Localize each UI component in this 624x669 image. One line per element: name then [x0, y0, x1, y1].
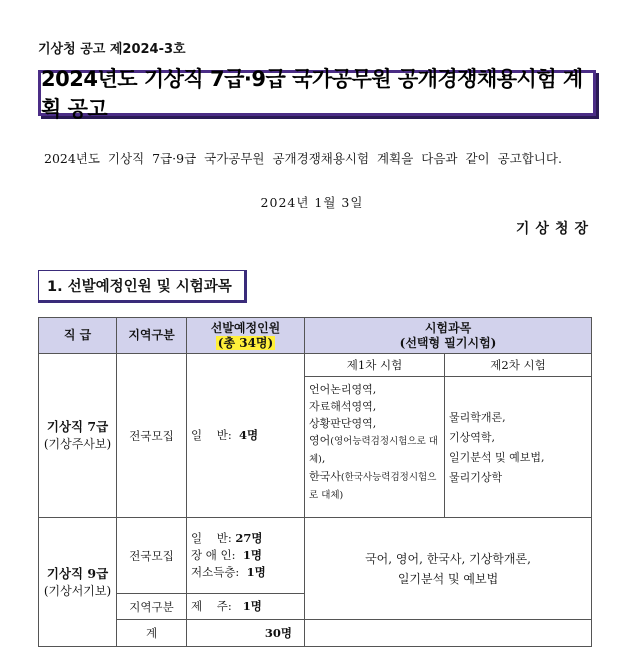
first-exam-subject: 한국사(한국사능력검정시험으로 대체) — [309, 470, 437, 502]
issuer-name: 기상청장 — [515, 221, 594, 237]
second-exam-header: 제2차 시험 — [445, 354, 592, 377]
grade9-cell — [39, 518, 117, 647]
title-box — [38, 67, 596, 121]
grade9-subjects-line2: 일기분석 및 예보법 — [397, 571, 499, 586]
grade9-local-hires: 제 주: 1명 — [187, 593, 305, 620]
header-region: 지역구분 — [117, 318, 187, 354]
grade9-region-local: 지역구분 — [117, 593, 187, 620]
grade7-hires-label: 일 반: — [191, 428, 232, 443]
grade9-region-national: 전국모집 — [117, 518, 187, 594]
grade9-subjects — [305, 518, 592, 620]
notice-number: 기상청 공고 제2024-3호 — [38, 42, 186, 57]
grade7-cell — [39, 354, 117, 518]
grade9-total-count: 30명 — [187, 620, 305, 647]
grade9-title: (기상서기보) — [43, 583, 112, 598]
first-exam-header: 제1차 시험 — [305, 354, 445, 377]
page-title: 2024년도 기상직 7급·9급 국가공무원 공개경쟁채용시험 계획 공고 — [41, 67, 583, 121]
header-planned-hires — [187, 318, 305, 354]
grade7-title: (기상주사보) — [43, 437, 112, 452]
grade9-total-empty — [305, 620, 592, 647]
second-exam-subject: 물리학개론, — [449, 411, 506, 425]
first-exam-subject: 언어논리영역, — [309, 383, 377, 397]
grade9-total-label: 계 — [117, 620, 187, 647]
grade7-hires-count: 4명 — [239, 428, 259, 443]
grade7-hires — [187, 354, 305, 518]
header-subjects — [305, 318, 592, 354]
first-exam-subject: 자료해석영역, — [309, 400, 377, 414]
header-planned-total: (총 34명) — [217, 335, 274, 350]
first-exam-subject: 상황판단영역, — [309, 417, 377, 431]
second-exam-subject: 기상역학, — [449, 431, 496, 445]
header-subjects-note: (선택형 필기시험) — [399, 335, 497, 350]
first-exam-subject: 영어(영어능력검정시험으로 대체), — [309, 434, 438, 466]
grade7-first-exam-subjects — [305, 377, 445, 518]
grade7-second-exam-subjects — [445, 377, 592, 518]
header-subjects-label: 시험과목 — [424, 320, 472, 335]
section-heading: 1. 선발예정인원 및 시험과목 — [38, 270, 247, 303]
grade9-national-hires: 일 반: 27명 장 애 인: 1명 저소득층: 1명 — [187, 518, 305, 594]
header-grade: 직 급 — [39, 318, 117, 354]
header-planned-hires-label: 선발예정인원 — [210, 320, 281, 335]
second-exam-subject: 물리기상학 — [449, 471, 503, 485]
grade7-name: 기상직 7급 — [46, 419, 109, 435]
intro-paragraph: 2024년도 기상직 7급·9급 국가공무원 공개경쟁채용시험 계획을 다음과 같이 공고합니다. — [44, 151, 562, 166]
grade9-name: 기상직 9급 — [46, 565, 109, 581]
grade7-region: 전국모집 — [117, 354, 187, 518]
second-exam-subject: 일기분석 및 예보법, — [449, 451, 545, 465]
grade9-subjects-line1: 국어, 영어, 한국사, 기상학개론, — [365, 551, 531, 566]
exam-plan-table — [38, 317, 592, 647]
notice-date: 2024년 1월 3일 — [260, 195, 364, 210]
